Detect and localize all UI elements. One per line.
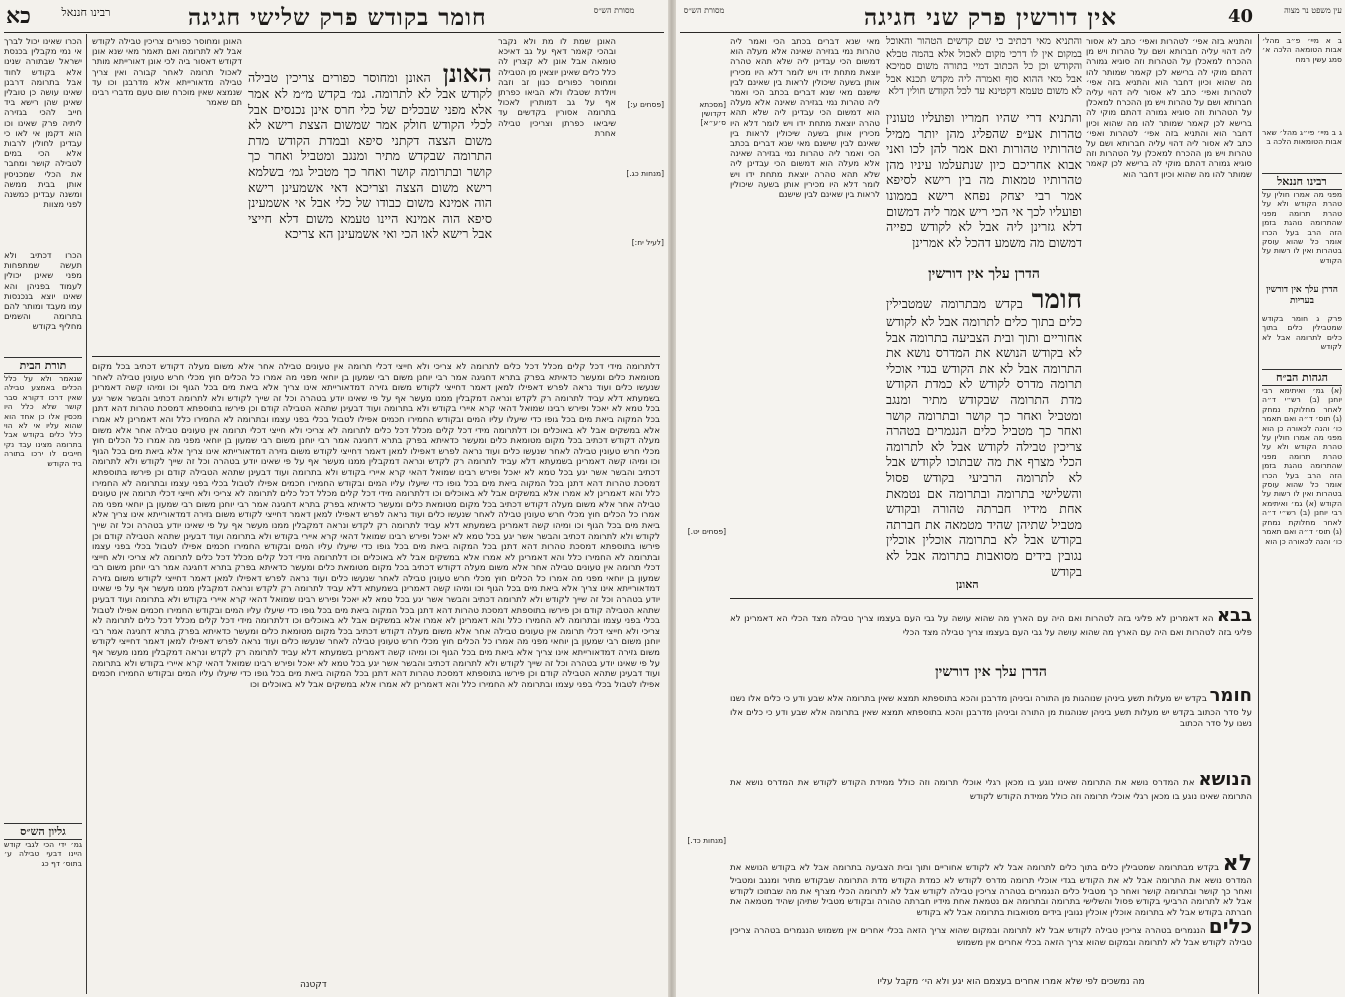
hanosei-dibur: הנושא: [1198, 769, 1252, 790]
lo-text: בקדש מבתרומה שמטבילין כלים בתוך כלים לתרומה אבל לא לקודש אחוריים ותוך ובית הצביעה בתרומה אבל לא בקודש הנושא את המדרס נושא את התרומה אבל לא את הקודש בגדי אוכלי תרומה מדרס לקודש לא כמדת הקודש מדת התרומה שבקודש מתיר ומנגב ומטביל ואחר כך קושר ובתרומה קושר ואחר כך מטביל כלים הנגמרים בטהרה צריכין טבילה לקודש אבל לא לתרומה הכלי מצרף את מה שבתוכו לקודש אבל לא לתרומה הרביעי בקודש פסול והשלישי בתרומה ובתרומה אם נטמאת אחת מידיו חברתה טהורה ובקודש מטביל שתיהן שהיד מטמאה את חברתה בקודש אבל לא בתרומה אוכלין אוכלין נגובין בידים מסואבות בתרומה אבל לא בקודש: [730, 863, 1252, 918]
hagahot-paragraph: (א) גמ׳ ואיתימא רבי יוחנן (ב) רש״י ד״ה לאחר מחלוקת נמחק (ג) תוס׳ ד״ה ואם תאמר כו׳ והנה לכאורה כן הוא: [1262, 498, 1342, 546]
margin-ref: [לעיל יח:]: [631, 238, 664, 247]
kelim-text: הנגמרים בטהרה צריכין טבילה לקודש אבל לא לתרומה ובמקום שהוא צריך הזאה בכלי אחרים אין משמוש: [817, 926, 1206, 936]
folio-number: 40: [1228, 6, 1254, 27]
rabbenu-chananel-continued: הכרו דכתיב ולא תעשה שמתפחות מפני שאינן יכולין לעמוד בפניהן והא שאינו יוצא בנכנסות עמו מעבד ומותר להם בתרומה והשמים מחליף בקודש: [4, 250, 82, 332]
hadran-lower: הדרן עלך אין דורשין: [935, 664, 1047, 680]
hagahot-paragraph: (א) גמ׳ ואיתימא רבי יוחנן (ב) רש״י ד״ה לאחר מחלוקת נמחק (ג) תוס׳ ד״ה ואם תאמר כו׳ והנה לכאורה כן הוא: [1262, 386, 1342, 433]
margin-ref: [מסכתא דקדושין ס׳ע״א]: [699, 100, 726, 127]
left-page-header: [0, 0, 668, 34]
hadran-small: הדרן עלך אין דורשין בעריות: [1266, 285, 1338, 306]
bava-dibur: בבא: [1216, 605, 1253, 626]
rashi-paragraph: והתניא בזה אפי׳ לטהרות ואפי׳ כתב לא אסור ליה דהוי עליה חברותא ושם על טהרות ויש מן ההכרח למאכלן על הטהרות וזה סוגיא גמורה דהתם מוקי לה ברישא לכן קאמר שמותר להו מה שהוא וכיון דחבר הוא: [1086, 36, 1252, 87]
commentary-paragraph: דלתרומה מידי דכל קלים מכלל דכל כלים לתרומה לא צריכי ולא חייצי דכלי תרומה אין טעונים טבילה אחר אלא משום מעלה דקודש דכתיב בכל מקום מטומאת כלים ומעשר כדאיתא בפרק בתרא דחגיגה אמר רבי יוחנן משום רבי שמעון בן יוחאי מפני מה אמרו כל הכלים חוץ מכלי חרש טעונין טבילה לאחר שנעשו כלים ועוד נראה לפרש דאפילו למאן דאמר דחייצי לקודש משום גזירה דמדאורייתא אינו צריך אלא ביאת מים בכל הגוף וכו ומיהו קשה דאמרינן בשמעתא דלא עביד לתרומה רק לקדש ונראה דמקבלין ממנו מעשר אף על פי שאינו יודע בטהרה וכל זה שייך לקודש ולא לתרומה דכתיב והבשר אשר יגע בכל טמא לא יאכל ופירש רבינו שמואל דהאי קרא איירי בקודש ולא בתרומה ועוד דבעינן שתהא הטבילה קודם וכן פירשו בתוספתא דמסכת טהרות דהא דתנן בכל המקוה ביאת מים בכל גופו כדי שיעלו עליו המים ובקודש החמירו חכמים אפילו לטבול בכלי בפני עצמו ובתרומה לא החמירו כלל והא דאמרינן לא אמרו אלא במשקים אבל לא באוכלים וכו: [92, 489, 661, 563]
hanosei-commentary: [730, 768, 1252, 848]
tosafot-column: [730, 36, 880, 596]
header-right-label: עין משפט נר מצוה: [1284, 6, 1342, 15]
margin-ref: [מנחות כג.]: [626, 169, 664, 178]
book-gutter: [668, 0, 676, 997]
header-rule: [4, 32, 664, 33]
rabbenu-chananel-column: הכרו שאינו יכול לברך אי נמי מקבלין בכנסת ישראל שבתורה שנינו אלא בקודש לחוד אבל בתרומה דרבנן שאינו עושה כן טובלין שאינן שהן רישא ביד חייב להכי בגזירה ליתיה פרק שאינו וכו הוא דקמן אי לאו כי עבדינן לחולין לרבות אלא הכי במים לטבילה קושר ומחבר את הכלי שמכניסין אותן בבית ממשה ומשנה עבדינן כמשנה לפני מצוות: [4, 36, 82, 210]
rashi-column: [1086, 36, 1252, 596]
lo-dibur: לא: [1222, 851, 1252, 876]
chomer-dibur: חומר: [1209, 685, 1252, 706]
section-rule: [92, 356, 660, 357]
gilyon-text: גמ׳ ידי הכי לגבי קודש היינו דבעי טבילה ע׳ בתוס׳ דף כג: [4, 840, 82, 868]
gemara-top: והתניא מאי דכתיב כי שם קדשים הטהור והאוכל במקום אין לו דרכי מקום לאכול אלא בהמה טבלא והקודש וכן כל הכתוב דמיי בתורה משום סמיכא אבל מאי ההוא סוף ואמרה ליה מקדש תכנא אבל לא משום טעמא דקטינא עד לכל הקודש חולין דלא: [886, 36, 1082, 97]
chomer-text: בקדש יש מעלות תשע ביניהן שנוהגות מן התורה וביניהן מדרבנן והכא בתוספתא תמצא שאין בתרומה אלא שבע ודע כי כלים אלו נשנו על סדר הכתוב: [730, 708, 1252, 729]
commentary-paragraph: דלתרומה מידי דכל קלים מכלל דכל כלים לתרומה לא צריכי ולא חייצי דכלי תרומה אין טעונים טבילה אחר אלא משום מעלה דקודש דכתיב בכל מקום מטומאת כלים ומעשר כדאיתא בפרק בתרא דחגיגה אמר רבי יוחנן משום רבי שמעון בן יוחאי מפני מה אמרו כל הכלים חוץ מכלי חרש טעונין טבילה לאחר שנעשו כלים ועוד נראה לפרש דאפילו למאן דאמר דחייצי לקודש משום גזירה דמדאורייתא אינו צריך אלא ביאת מים בכל הגוף וכו ומיהו קשה דאמרינן בשמעתא דלא עביד לתרומה רק לקדש ונראה דמקבלין ממנו מעשר אף על פי שאינו יודע בטהרה וכל זה שייך לקודש ולא לתרומה דכתיב והבשר אשר יגע בכל טמא לא יאכל ופירש רבינו שמואל דהאי קרא איירי בקודש ולא בתרומה ועוד דבעינן שתהא הטבילה קודם וכן פירשו בתוספתא דמסכת טהרות דהא דתנן בכל המקוה ביאת מים בכל גופו כדי שיעלו עליו המים ובקודש החמירו חכמים אפילו לטבול בכלי בפני עצמו ובתרומה לא החמירו כלל והא דאמרינן לא אמרו אלא במשקים אבל לא באוכלים וכו: [92, 362, 660, 436]
right-page: [676, 0, 1345, 997]
page-title: חומר בקודש פרק שלישי חגיגה: [188, 4, 487, 31]
section-rule: [730, 598, 1253, 599]
toldot-title: תורת הבית: [4, 357, 82, 374]
kelim-text: הנגמרים בטהרה צריכין טבילה לקודש אבל לא לתרומה ובמקום שהוא צריך הזאה בכלי אחרים אין משמוש: [730, 926, 1252, 948]
tosafot-paragraph: מאי שנא דברים בכתב הכי ואמר ליה טהרות נמי בגזירה שאינה אלא מעלה הוא דמשום הכי עבדינן ליה שלא תהא טהרה יוצאת מתחת ידו ויש לומר דלא היו מכירין אותן בשעה שיכולין לראות בין שאינם לבין שישנם: [730, 87, 880, 149]
mishna-text: [886, 286, 1082, 586]
rashi-paragraph: והתניא בזה אפי׳ לטהרות ואפי׳ כתב לא אסור ליה דהוי עליה חברותא ושם על טהרות ויש מן ההכרח למאכלן על הטהרות וזה סוגיא גמורה דהתם מוקי לה ברישא לכן קאמר שמותר להו מה שהוא וכיון דחבר הוא: [1086, 127, 1252, 179]
header-left-label: רבינו חננאל: [61, 6, 111, 19]
tosafot-paragraph: מאי שנא דברים בכתב הכי ואמר ליה טהרות נמי בגזירה שאינה אלא מעלה הוא דמשום הכי עבדינן ליה שלא תהא טהרה יוצאת מתחת ידו ויש לומר דלא היו מכירין אותן בשעה שיכולין לראות בין שאינם לבין שישנם: [730, 36, 880, 98]
tosafot-paragraph: מאי שנא דברים בכתב הכי ואמר ליה טהרות נמי בגזירה שאינה אלא מעלה הוא דמשום הכי עבדינן ליה שלא תהא טהרה יוצאת מתחת ידו ויש לומר דלא היו מכירין אותן בשעה שיכולין לראות בין שאינם לבין שישנם: [730, 138, 880, 200]
header-rule: [680, 32, 1341, 33]
perek-small: פרק ג חומר בקודש שמטבילין כלים בתוך כלים לתרומה אבל לא לקודש: [1262, 314, 1342, 352]
mishna-end-word: האונן: [956, 578, 979, 591]
margin-references: [680, 100, 726, 920]
lo-commentary: [730, 851, 1252, 918]
mishna-opening-word: חומר: [1031, 285, 1082, 315]
commentary-paragraph: דלתרומה מידי דכל קלים מכלל דכל כלים לתרומה לא צריכי ולא חייצי דכלי תרומה אין טעונים טבילה אחר אלא משום מעלה דקודש דכתיב בכל מקום מטומאת כלים ומעשר כדאיתא בפרק בתרא דחגיגה אמר רבי יוחנן משום רבי שמעון בן יוחאי מפני מה אמרו כל הכלים חוץ מכלי חרש טעונין טבילה לאחר שנעשו כלים ועוד נראה לפרש דאפילו למאן דאמר דחייצי לקודש משום גזירה דמדאורייתא אינו צריך אלא ביאת מים בכל הגוף וכו ומיהו קשה דאמרינן בשמעתא דלא עביד לתרומה רק לקדש ונראה דמקבלין ממנו מעשר אף על פי שאינו יודע בטהרה וכל זה שייך לקודש ולא לתרומה דכתיב והבשר אשר יגע בכל טמא לא יאכל ופירש רבינו שמואל דהאי קרא איירי בקודש ולא בתרומה ועוד דבעינן שתהא הטבילה קודם וכן פירשו בתוספתא דמסכת טהרות דהא דתנן בכל המקוה ביאת מים בכל גופו כדי שיעלו עליו המים ובקודש החמירו חכמים אפילו לטבול בכלי בפני עצמו ובתרומה לא החמירו כלל והא דאמרינן לא אמרו אלא במשקים אבל לא באוכלים וכו: [92, 616, 660, 690]
commentary-paragraph: דלתרומה מידי דכל קלים מכלל דכל כלים לתרומה לא צריכי ולא חייצי דכלי תרומה אין טעונים טבילה אחר אלא משום מעלה דקודש דכתיב בכל מקום מטומאת כלים ומעשר כדאיתא בפרק בתרא דחגיגה אמר רבי יוחנן משום רבי שמעון בן יוחאי מפני מה אמרו כל הכלים חוץ מכלי חרש טעונין טבילה לאחר שנעשו כלים ועוד נראה לפרש דאפילו למאן דאמר דחייצי לקודש משום גזירה דמדאורייתא אינו צריך אלא ביאת מים בכל הגוף וכו ומיהו קשה דאמרינן בשמעתא דלא עביד לתרומה רק לקדש ונראה דמקבלין ממנו מעשר אף על פי שאינו יודע בטהרה וכל זה שייך לקודש ולא לתרומה דכתיב והבשר אשר יגע בכל טמא לא יאכל ופירש רבינו שמואל דהאי קרא איירי בקודש ולא בתרומה ועוד דבעינן שתהא הטבילה קודם וכן פירשו בתוספתא דמסכת טהרות דהא דתנן בכל המקוה ביאת מים בכל גופו כדי שיעלו עליו המים ובקודש החמירו חכמים אפילו לטבול בכלי בפני עצמו ובתרומה לא החמירו כלל והא דאמרינן לא אמרו אלא במשקים אבל לא באוכלים וכו: [92, 425, 660, 500]
gemara-main: והתניא דרי שהיו חמריו ופועליו טעונין טהרות אע״פ שהפליג מהן יותר ממיל טהרותיו טהורות ואם אמר להן לכו ואני אבוא אחריכם כיון שנתעלמו עיניו מהן טהרותיו טמאות מה בין רישא לסיפא אמר רבי יצחק נפחא רישא בממונו ופועליו לכך אי הכי ריש אמר ליה דמשום דלא גזרינן ליה אבל לא לקודש כפייה דמשום מה משמע דהכל לא אמרינן: [886, 110, 1082, 250]
chomer-text: בקדש יש מעלות תשע ביניהן שנוהגות מן התורה וביניהן מדרבנן והכא בתוספתא תמצא שאין בתרומה אלא שבע ודע כי כלים אלו נשנו על סדר הכתוב: [730, 694, 1252, 718]
folio-number: כא: [6, 3, 31, 29]
left-page: [0, 0, 668, 997]
bava-text: הא דאמרינן לא פליגי בזה לטהרות ואם היה עם הארץ מה שהוא עושה על גבי העם בעצמו צריך טבילה מצד הכלי: [791, 614, 1214, 624]
ein-mishpat-continued: ג ב מיי׳ פי״ג מהל׳ שאר אבות הטומאות הלכה ב: [1262, 128, 1342, 147]
catchword: דקטנה: [300, 980, 327, 990]
rabbenu-title: רבינו חננאל: [1262, 173, 1342, 190]
page-title: אין דורשין פרק שני חגיגה: [864, 4, 1118, 31]
header-left-label: מסורת הש״ס: [683, 6, 725, 15]
mishna-body: בקדש מבתרומה שמטבילין כלים בתוך כלים לתרומה אבל לא לקודש אחוריים ותוך ובית הצביעה בתרומה אבל לא בקודש הנושא את המדרס נושא את התרומה אבל לא את הקודש בגדי אוכלי תרומה מדרס לקודש לא כמדת הקודש מדת התרומה שבקודש מתיר ומנגב ומטביל ואחר כך קושר ובתרומה קושר ואחר כך מטביל כלים הנגמרים בטהרה צריכין טבילה לקודש אבל לא לתרומה הכלי מצרף את מה שבתוכו לקודש אבל לא לתרומה הרביעי בקודש פסול והשלישי בתרומה ובתרומה אם נטמאת אחת מידיו חברתה טהורה ובקודש מטביל שתיהן שהיד מטמאה את חברתה בקודש אבל לא בתרומה אוכלין אוכלין נגובין בידים מסואבות בתרומה אבל לא בקודש: [886, 296, 1082, 579]
gemara-body: האונן ומחוסר כפורים צריכין טבילה לקודש אבל לא לתרומה. גמ׳ בקדש מ״מ לא אמר אלא מפני שבכלים של כלי חרס אינן נכנסים אבל לכלי הקודש חולק אמר שמשום הצצת רישא לא משום הצצה דקתני סיפא ובמדת הקודש מדת התרומה שבקדש מתיר ומנגב ומטביל ואחר כך קושר ובתרומה קושר ואחר כך מטביל גמ׳ בשלמא רישא משום הצצה וצריכא דאי אשמעינן רישא הוה אמינא משום כבודו של כלי אבל אי אשמעינן סיפא הוה אמינא היינו טעמא משום דלא חייצי אבל רישא לאו הכי ואי אשמעינן הא צריכא: [248, 70, 492, 242]
commentary-paragraph: דלתרומה מידי דכל קלים מכלל דכל כלים לתרומה לא צריכי ולא חייצי דכלי תרומה אין טעונים טבילה אחר אלא משום מעלה דקודש דכתיב בכל מקום מטומאת כלים ומעשר כדאיתא בפרק בתרא דחגיגה אמר רבי יוחנן משום רבי שמעון בן יוחאי מפני מה אמרו כל הכלים חוץ מכלי חרש טעונין טבילה לאחר שנעשו כלים ועוד נראה לפרש דאפילו למאן דאמר דחייצי לקודש משום גזירה דמדאורייתא אינו צריך אלא ביאת מים בכל הגוף וכו ומיהו קשה דאמרינן בשמעתא דלא עביד לתרומה רק לקדש ונראה דמקבלין ממנו מעשר אף על פי שאינו יודע בטהרה וכל זה שייך לקודש ולא לתרומה דכתיב והבשר אשר יגע בכל טמא לא יאכל ופירש רבינו שמואל דהאי קרא איירי בקודש ולא בתרומה ועוד דבעינן שתהא הטבילה קודם וכן פירשו בתוספתא דמסכת טהרות דהא דתנן בכל המקוה ביאת מים בכל גופו כדי שיעלו עליו המים ובקודש החמירו חכמים אפילו לטבול בכלי בפני עצמו ובתרומה לא החמירו כלל והא דאמרינן לא אמרו אלא במשקים אבל לא באוכלים וכו: [92, 552, 660, 627]
main-commentary: [92, 362, 660, 977]
bava-text: הא דאמרינן לא פליגי בזה לטהרות ואם היה עם הארץ מה שהוא עושה על גבי העם בעצמו צריך טבילה מצד הכלי: [730, 614, 1252, 638]
margin-ref: [מנחות כד.]: [687, 836, 726, 845]
hagahot-text: [1262, 386, 1342, 986]
gemara-text: [248, 59, 492, 352]
toldot-text: שנאמר ולא על כלל הכלים באמצע טבילה שאין דרכו דקורא סבר קושר שלא כלל היו מכסין אלו כן אחד הוא שהוא עליו אי לא הוי כלל כלים בקודש אבל בתרומה מצינו עבד נקי חייבים לו ירכו בתורה ביד הקודש: [4, 374, 82, 468]
hagahot-paragraph: מפני מה אמרו חולין על טהרת הקודש ולא על טהרת תרומה מפני שהתרומה נוהגת בזמן הזה הרב בעל הכרו אומר כל שהוא עוסק בטהרות ואין לו רשות על הקודש: [1262, 433, 1342, 508]
margin-ref: [פסחים יט.]: [687, 527, 726, 536]
hanosei-text: את המדרס נושא את התרומה שאינו נוגע בו מכאן רגלי אוכלי תרומה וזה כולל ממידת הקודש לקודש: [730, 778, 1252, 802]
chomer-commentary: [730, 684, 1252, 764]
hanosei-text: את המדרס נושא את התרומה שאינו נוגע בו מכאן רגלי אוכלי תרומה וזה כולל ממידת הקודש לקודש: [813, 778, 1195, 788]
rashi-paragraph: והתניא בזה אפי׳ לטהרות ואפי׳ כתב לא אסור ליה דהוי עליה חברותא ושם על טהרות ויש מן ההכרח למאכלן על הטהרות וזה סוגיא גמורה דהתם מוקי לה ברישא לכן קאמר שמותר להו מה שהוא וכיון דחבר הוא: [1086, 76, 1252, 138]
rabbenu-text: מפני מה אמרו חולין על טהרת הקודש ולא על טהרת תרומה מפני שהתרומה נוהגת בזמן הזה הרב בעל הכרו אומר כל שהוא עוסק בטהרות ואין לו רשות על הקודש: [1262, 190, 1342, 265]
tosafot-column: האונן ומחוסר כפורים צריכין טבילה לקודש אבל לא לתרומה ואם תאמר מאי שנא אונן דקודש דאסור ביה לכי אונן דאורייתא מותר לאכול תרומה לאחר קבורה ואין צריך טבילה מדאורייתא אלא מדרבנן וכו עד שנמצא שאין מוכרח שום טעם מדברי רבינו תם שאמר: [92, 36, 242, 108]
bava-section: [730, 604, 1252, 658]
gilyon-title: גליון הש״ס: [4, 823, 82, 840]
gemara-opening-word: האונן: [430, 59, 492, 88]
right-page-header: [676, 0, 1345, 34]
margin-ref: [פסחים ע:]: [627, 100, 664, 109]
kelim-commentary: [730, 914, 1252, 974]
margin-references: [620, 100, 664, 350]
kelim-dibur: כלים: [1208, 914, 1253, 938]
column-divider: [1258, 34, 1259, 994]
page-footer: מה נמשכים לפי שלא אמרו אחרים בעצמם הוא יגע ולא הי׳ מקבל עליו: [877, 977, 1145, 987]
hadran-title: הדרן עלך אין דורשין: [928, 266, 1040, 282]
ein-mishpat: ב א מיי׳ פ״ב מהל׳ אבות הטומאה הלכה א׳ סמג עשין רמח: [1262, 36, 1342, 64]
column-divider: [86, 34, 87, 994]
rashi-column: האונן שמת לו מת ולא נקבר ובהכי קאמר דאף על גב דאיכא טומאה אבל אונן לא קצרין לה כלל כלים שאינן יוצאין מן הטבילה ומחוסר כפורים כגון זב וזבה ויולדת שטבלו ולא הביאו כפרתן אף על גב דמותרין לאכול בתרומה אסורין בקדשים עד שיביאו כפרתן וצריכין טבילה אחרת: [498, 36, 616, 138]
header-right-label: מסורת הש״ס: [593, 6, 635, 15]
hagahot-title: הגהות הב״ח: [1262, 369, 1342, 386]
